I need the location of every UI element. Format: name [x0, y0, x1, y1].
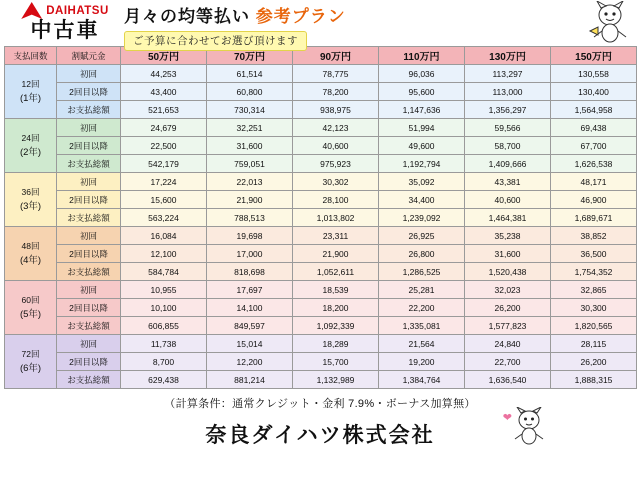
amount-cell: 59,566 [465, 119, 551, 137]
payment-count-value: 72回 [21, 349, 40, 359]
amount-cell: 1,754,352 [551, 263, 637, 281]
row-label-cell: お支払総額 [57, 155, 121, 173]
table-row [5, 191, 637, 209]
amount-cell: 31,600 [465, 245, 551, 263]
header-principal: 割賦元金 [57, 47, 121, 65]
payment-count-value: 60回 [21, 295, 40, 305]
amount-cell: 26,200 [465, 299, 551, 317]
row-label-cell: 初回 [57, 65, 121, 83]
header-payment-count: 支払回数 [5, 47, 57, 65]
amount-cell: 28,100 [293, 191, 379, 209]
payment-count-cell [5, 281, 57, 335]
amount-cell: 46,900 [551, 191, 637, 209]
amount-cell: 14,100 [207, 299, 293, 317]
payment-years-value: (4年) [19, 255, 42, 266]
amount-cell: 521,653 [121, 101, 207, 119]
amount-cell: 12,200 [207, 353, 293, 371]
header-amount-2: 90万円 [293, 47, 379, 65]
table-row [5, 371, 637, 389]
amount-cell: 35,238 [465, 227, 551, 245]
amount-cell: 730,314 [207, 101, 293, 119]
amount-cell: 788,513 [207, 209, 293, 227]
amount-cell: 42,123 [293, 119, 379, 137]
amount-cell: 1,888,315 [551, 371, 637, 389]
amount-cell: 44,253 [121, 65, 207, 83]
amount-cell: 19,698 [207, 227, 293, 245]
row-label-cell: お支払総額 [57, 209, 121, 227]
table-row [5, 245, 637, 263]
payment-rate-table [4, 46, 637, 389]
table-row [5, 209, 637, 227]
amount-cell: 26,925 [379, 227, 465, 245]
amount-cell: 12,100 [121, 245, 207, 263]
header-amount-1: 70万円 [207, 47, 293, 65]
amount-cell: 15,700 [293, 353, 379, 371]
table-row [5, 281, 637, 299]
amount-cell: 1,520,438 [465, 263, 551, 281]
row-label-cell: 2回目以降 [57, 245, 121, 263]
amount-cell: 563,224 [121, 209, 207, 227]
footer-mascot-icon [506, 407, 552, 452]
amount-cell: 1,192,794 [379, 155, 465, 173]
amount-cell: 58,700 [465, 137, 551, 155]
row-label-cell: 初回 [57, 335, 121, 353]
amount-cell: 1,577,823 [465, 317, 551, 335]
amount-cell: 36,500 [551, 245, 637, 263]
row-label-cell: お支払総額 [57, 371, 121, 389]
amount-cell: 10,955 [121, 281, 207, 299]
amount-cell: 1,013,802 [293, 209, 379, 227]
payment-years-value: (1年) [19, 93, 42, 104]
table-row [5, 119, 637, 137]
row-label-cell: 2回目以降 [57, 299, 121, 317]
table-row [5, 317, 637, 335]
page-subtitle: ご予算に合わせてお選び頂けます [124, 31, 307, 51]
amount-cell: 17,697 [207, 281, 293, 299]
brand-name: DAIHATSU [46, 4, 109, 17]
amount-cell: 22,013 [207, 173, 293, 191]
amount-cell: 32,023 [465, 281, 551, 299]
amount-cell: 69,438 [551, 119, 637, 137]
amount-cell: 1,464,381 [465, 209, 551, 227]
amount-cell: 1,147,636 [379, 101, 465, 119]
amount-cell: 11,738 [121, 335, 207, 353]
page-title-main: 月々の均等払い [124, 7, 256, 26]
amount-cell: 26,200 [551, 353, 637, 371]
header-amount-0: 50万円 [121, 47, 207, 65]
amount-cell: 21,900 [293, 245, 379, 263]
amount-cell: 26,800 [379, 245, 465, 263]
amount-cell: 24,679 [121, 119, 207, 137]
row-label-cell: 2回目以降 [57, 191, 121, 209]
row-label-cell: 2回目以降 [57, 353, 121, 371]
amount-cell: 16,084 [121, 227, 207, 245]
brand-row [6, 2, 124, 19]
payment-count-cell [5, 173, 57, 227]
payment-count-value: 48回 [21, 241, 40, 251]
row-label-cell: お支払総額 [57, 263, 121, 281]
payment-years-value: (3年) [19, 201, 42, 212]
footer [0, 389, 640, 449]
amount-cell: 24,840 [465, 335, 551, 353]
page-title-accent: 参考プラン [255, 7, 346, 26]
amount-cell: 113,000 [465, 83, 551, 101]
amount-cell: 10,100 [121, 299, 207, 317]
amount-cell: 1,626,538 [551, 155, 637, 173]
amount-cell: 130,400 [551, 83, 637, 101]
amount-cell: 21,900 [207, 191, 293, 209]
amount-cell: 18,200 [293, 299, 379, 317]
table-row [5, 83, 637, 101]
amount-cell: 30,302 [293, 173, 379, 191]
row-label-cell: お支払総額 [57, 317, 121, 335]
row-label-cell: 初回 [57, 227, 121, 245]
daihatsu-logo-icon [21, 2, 42, 19]
amount-cell: 1,564,958 [551, 101, 637, 119]
payment-count-value: 12回 [21, 79, 40, 89]
amount-cell: 1,636,540 [465, 371, 551, 389]
rate-table-wrap [0, 46, 640, 389]
amount-cell: 19,200 [379, 353, 465, 371]
amount-cell: 22,500 [121, 137, 207, 155]
header-amount-4: 130万円 [465, 47, 551, 65]
table-row [5, 101, 637, 119]
amount-cell: 78,200 [293, 83, 379, 101]
row-label-cell: 初回 [57, 119, 121, 137]
amount-cell: 51,994 [379, 119, 465, 137]
table-body [5, 65, 637, 389]
amount-cell: 1,052,611 [293, 263, 379, 281]
calculation-conditions: （計算条件：通常クレジット・金利 7.9%・ボーナス加算無） [164, 398, 476, 410]
amount-cell: 17,224 [121, 173, 207, 191]
mascot-icon [584, 1, 636, 45]
amount-cell: 18,289 [293, 335, 379, 353]
amount-cell: 25,281 [379, 281, 465, 299]
table-row [5, 299, 637, 317]
amount-cell: 849,597 [207, 317, 293, 335]
amount-cell: 48,171 [551, 173, 637, 191]
amount-cell: 31,600 [207, 137, 293, 155]
amount-cell: 67,700 [551, 137, 637, 155]
title-sub-wrap [124, 31, 584, 51]
table-row [5, 227, 637, 245]
amount-cell: 629,438 [121, 371, 207, 389]
amount-cell: 96,036 [379, 65, 465, 83]
amount-cell: 881,214 [207, 371, 293, 389]
amount-cell: 43,381 [465, 173, 551, 191]
heart-icon: ❤ [502, 412, 512, 424]
amount-cell: 15,600 [121, 191, 207, 209]
row-label-cell: お支払総額 [57, 101, 121, 119]
amount-cell: 584,784 [121, 263, 207, 281]
table-row [5, 335, 637, 353]
amount-cell: 40,600 [465, 191, 551, 209]
amount-cell: 78,775 [293, 65, 379, 83]
amount-cell: 1,820,565 [551, 317, 637, 335]
payment-count-cell [5, 227, 57, 281]
amount-cell: 113,297 [465, 65, 551, 83]
payment-count-cell [5, 65, 57, 119]
amount-cell: 130,558 [551, 65, 637, 83]
amount-cell: 1,286,525 [379, 263, 465, 281]
table-row [5, 353, 637, 371]
amount-cell: 8,700 [121, 353, 207, 371]
amount-cell: 34,400 [379, 191, 465, 209]
amount-cell: 32,251 [207, 119, 293, 137]
amount-cell: 818,698 [207, 263, 293, 281]
amount-cell: 15,014 [207, 335, 293, 353]
amount-cell: 18,539 [293, 281, 379, 299]
table-row [5, 173, 637, 191]
payment-count-cell [5, 335, 57, 389]
amount-cell: 975,923 [293, 155, 379, 173]
payment-count-value: 36回 [21, 187, 40, 197]
amount-cell: 1,689,671 [551, 209, 637, 227]
amount-cell: 606,855 [121, 317, 207, 335]
payment-count-value: 24回 [21, 133, 40, 143]
table-row [5, 137, 637, 155]
amount-cell: 1,409,666 [465, 155, 551, 173]
amount-cell: 22,700 [465, 353, 551, 371]
payment-count-cell [5, 119, 57, 173]
amount-cell: 1,132,989 [293, 371, 379, 389]
payment-years-value: (6年) [19, 363, 42, 374]
amount-cell: 43,400 [121, 83, 207, 101]
amount-cell: 1,092,339 [293, 317, 379, 335]
header-amount-3: 110万円 [379, 47, 465, 65]
amount-cell: 28,115 [551, 335, 637, 353]
amount-cell: 542,179 [121, 155, 207, 173]
amount-cell: 1,356,297 [465, 101, 551, 119]
amount-cell: 95,600 [379, 83, 465, 101]
row-label-cell: 2回目以降 [57, 83, 121, 101]
payment-years-value: (2年) [19, 147, 42, 158]
amount-cell: 21,564 [379, 335, 465, 353]
amount-cell: 17,000 [207, 245, 293, 263]
amount-cell: 22,200 [379, 299, 465, 317]
amount-cell: 1,335,081 [379, 317, 465, 335]
amount-cell: 23,311 [293, 227, 379, 245]
table-row [5, 263, 637, 281]
header [0, 0, 640, 46]
title-block [124, 0, 584, 51]
header-amount-5: 150万円 [551, 47, 637, 65]
row-label-cell: 初回 [57, 281, 121, 299]
amount-cell: 40,600 [293, 137, 379, 155]
row-label-cell: 初回 [57, 173, 121, 191]
amount-cell: 60,800 [207, 83, 293, 101]
amount-cell: 1,239,092 [379, 209, 465, 227]
amount-cell: 30,300 [551, 299, 637, 317]
payment-years-value: (5年) [19, 309, 42, 320]
amount-cell: 38,852 [551, 227, 637, 245]
company-name: 奈良ダイハツ株式会社 [205, 424, 435, 447]
page-title [124, 2, 584, 27]
amount-cell: 35,092 [379, 173, 465, 191]
brand-subtitle: 中古車 [30, 19, 100, 42]
brand-block [0, 0, 124, 42]
amount-cell: 61,514 [207, 65, 293, 83]
amount-cell: 759,051 [207, 155, 293, 173]
table-row [5, 155, 637, 173]
amount-cell: 938,975 [293, 101, 379, 119]
row-label-cell: 2回目以降 [57, 137, 121, 155]
amount-cell: 1,384,764 [379, 371, 465, 389]
amount-cell: 49,600 [379, 137, 465, 155]
table-row [5, 65, 637, 83]
amount-cell: 32,865 [551, 281, 637, 299]
